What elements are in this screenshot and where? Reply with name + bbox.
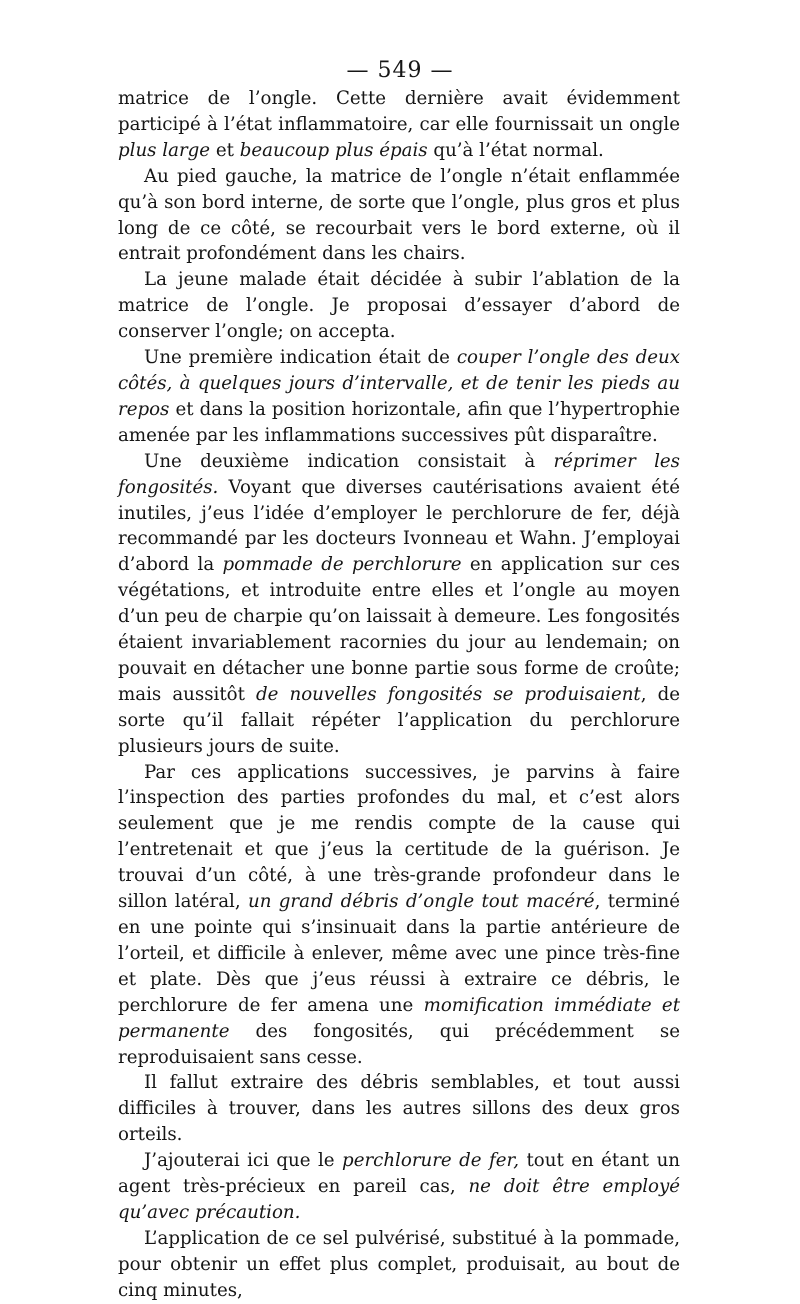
text-run: , terminé en une pointe qui s’insinuait dans la partie antérieure de l’orteil, et difficile à enlever, même avec une pince très-fine et plate. Dès que j’eus réussi à extraire ce débris, le perchlorure de fer amena une	[118, 891, 680, 1016]
text-run: des fongosités, qui précédemment se reproduisaient sans cesse.	[118, 1020, 680, 1068]
text-run: Une première indication était de	[144, 347, 457, 369]
text-run: Par ces applications successives, je parvins à faire l’inspection des parties profondes du mal, et c’est alors seulement que je me rendis compte de la cause qui l’entretenait et que j’eus la certitude de la guérison. Je trouvai d’un côté, à une très-grande profondeur dans le sillon latéral,	[118, 761, 680, 913]
italic-run: perchlorure de fer,	[342, 1150, 519, 1172]
italic-run: un grand débris d’ongle tout macéré	[247, 891, 595, 913]
paragraph-1	[118, 86, 680, 164]
paragraph-9	[118, 1226, 680, 1304]
text-run: La jeune malade était décidée à subir l’ablation de la matrice de l’ongle. Je proposai d’essayer d’abord de conserver l’ongle; on accepta.	[118, 269, 680, 343]
italic-run: pommade de perchlorure	[222, 554, 462, 576]
paragraph-2	[118, 164, 680, 268]
italic-run: de nouvelles fongosités se produisaient	[256, 683, 641, 705]
body-text	[118, 86, 680, 1304]
paragraph-7	[118, 1070, 680, 1148]
italic-run: ne doit être employé qu’avec précaution.	[118, 1176, 680, 1223]
paragraph-4	[118, 345, 680, 449]
text-run: et dans la position horizontale, afin que l’hypertrophie amenée par les inflammations successives pût disparaître.	[118, 398, 680, 446]
paragraph-5	[118, 449, 680, 760]
text-run: qu’à l’état normal.	[427, 139, 604, 161]
paragraph-6	[118, 760, 680, 1071]
text-run: J’ajouterai ici que le	[144, 1150, 343, 1172]
text-run: Voyant que diverses cautérisations avaient été inutiles, j’eus l’idée d’employer le perchlorure de fer, déjà recommandé par les docteurs Ivonneau et Wahn. J’employai d’abord la	[118, 476, 680, 576]
italic-run: beaucoup plus épais	[239, 139, 428, 161]
text-run: , de sorte qu’il fallait répéter l’application du perchlorure plusieurs jours de suite.	[118, 683, 680, 757]
page-number: — 549 —	[346, 58, 454, 83]
text-run: Une deuxième indication consistait à	[144, 450, 554, 472]
text-run: et	[210, 139, 240, 161]
text-run: Au pied gauche, la matrice de l’ongle n’était enflammée qu’à son bord interne, de sorte que l’ongle, plus gros et plus long de ce côté, se recourbait vers le bord externe, où il entrait profondément dans les chairs.	[118, 165, 680, 265]
text-run: matrice de l’ongle. Cette dernière avait évidemment participé à l’état inflammatoire, car elle fournissait un ongle	[118, 88, 680, 135]
text-run: L’application de ce sel pulvérisé, substitué à la pommade, pour obtenir un effet plus complet, produisait, au bout de cinq minutes,	[118, 1227, 680, 1301]
italic-run: plus large	[118, 139, 211, 161]
italic-run: réprimer les fongosités.	[118, 450, 680, 498]
italic-run: couper l’ongle des deux côtés, à quelques jours d’intervalle, et de tenir les pieds au repos	[118, 347, 680, 420]
paragraph-8	[118, 1148, 680, 1226]
text-run: tout en étant un agent très-précieux en pareil cas,	[118, 1150, 680, 1198]
text-run: en application sur ces végétations, et introduite entre elles et l’ongle au moyen d’un peu de charpie qu’on laissait à demeure. Les fongosités étaient invariablement racornies du jour au lendemain; on pouvait en détacher une bonne partie sous forme de croûte; mais aussitôt	[118, 554, 680, 705]
paragraph-3	[118, 267, 680, 345]
italic-run: momification immédiate et permanente	[118, 994, 681, 1042]
text-run: Il fallut extraire des débris semblables, et tout aussi difficiles à trouver, dans les autres sillons des deux gros orteils.	[118, 1072, 680, 1146]
